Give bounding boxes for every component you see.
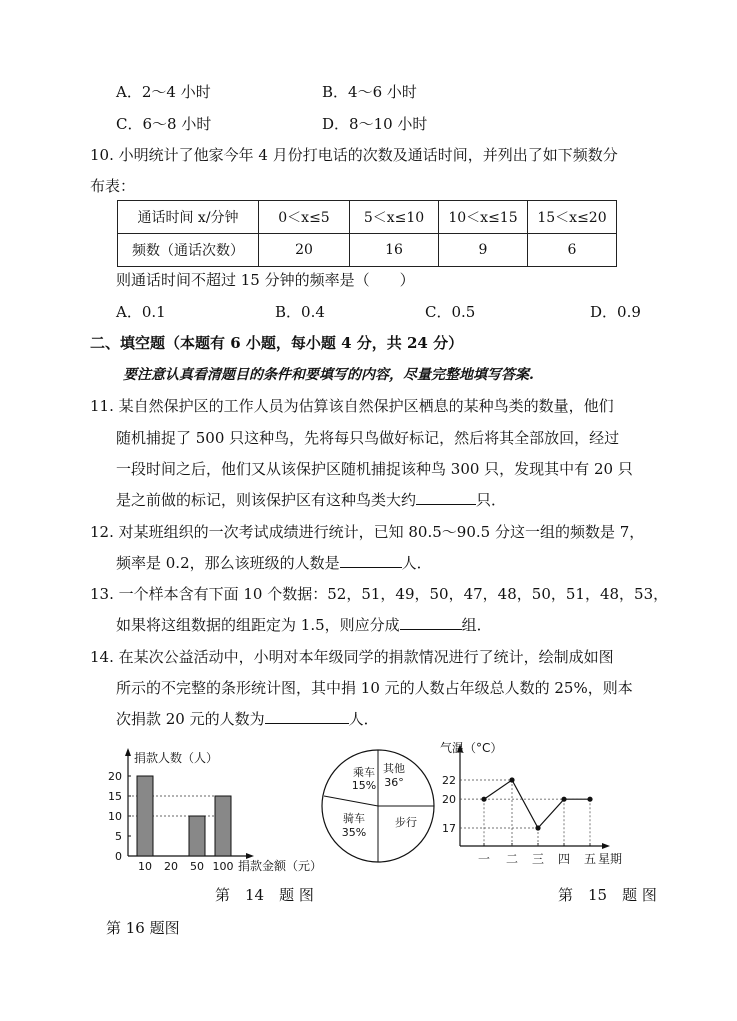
table-header-label: 通话时间 x/分钟 xyxy=(118,201,259,234)
q12-line1: 12. 对某班组织的一次考试成绩进行统计，已知 80.5～90.5 分这一组的频数是 7， xyxy=(90,523,645,541)
y-axis-label: 气温（°C） xyxy=(440,741,503,755)
q10-stem-line2: 布表： xyxy=(90,177,136,195)
section-note: 要注意认真看清题目的条件和要填写的内容，尽量完整地填写答案. xyxy=(123,367,534,383)
answer-blank[interactable] xyxy=(416,490,476,505)
table-interval: 5＜x≤10 xyxy=(350,201,439,234)
x-tick-label: 二 xyxy=(505,852,519,866)
bar xyxy=(215,796,231,856)
q10-stem-line1: 10. 小明统计了他家今年 4 月份打电话的次数及通话时间，并列出了如下频数分 xyxy=(90,146,618,164)
pie-percent: 35% xyxy=(341,826,367,839)
q13-line2-after: 组． xyxy=(461,616,492,634)
pie-label: 其他 xyxy=(383,762,405,775)
q11-line3: 一段时间之后，他们又从该保护区随机捕捉该种鸟 300 只，发现其中有 20 只 xyxy=(116,460,633,478)
fig14-caption: 第 14 题 图 xyxy=(215,886,314,904)
q14-line3-before: 次捐款 20 元的人数为 xyxy=(116,710,265,728)
x-tick-label: 五 xyxy=(583,852,597,866)
q11-line4 xyxy=(116,490,506,510)
q10-question: 则通话时间不超过 15 分钟的频率是（ ） xyxy=(116,271,415,289)
q13-line2 xyxy=(116,615,492,635)
q11-line4-after: 只． xyxy=(476,491,507,509)
x-axis-arrow xyxy=(602,843,610,849)
pie-chart xyxy=(320,740,440,872)
y-tick-label: 0 xyxy=(115,850,122,863)
y-tick-label: 17 xyxy=(442,822,456,835)
y-tick-label: 22 xyxy=(442,774,456,787)
bar-chart xyxy=(100,740,340,876)
q12-line2 xyxy=(116,553,432,573)
q11-line4-before: 是之前做的标记，则该保护区有这种鸟类大约 xyxy=(116,491,417,509)
pie-percent: 15% xyxy=(351,779,377,792)
table-count: 16 xyxy=(350,234,439,267)
q9-option-b: B．4～6 小时 xyxy=(322,83,417,101)
table-count: 9 xyxy=(439,234,528,267)
y-axis-arrow xyxy=(125,748,131,756)
table-row xyxy=(118,234,617,267)
q10-option-c: C．0.5 xyxy=(425,303,476,321)
answer-blank[interactable] xyxy=(265,709,349,724)
q9-option-a: A．2～4 小时 xyxy=(116,83,211,101)
y-tick-label: 20 xyxy=(108,770,122,783)
x-axis-label: 捐款金额（元） xyxy=(238,859,323,873)
q12-line2-before: 频率是 0.2，那么该班级的人数是 xyxy=(116,554,340,572)
data-point xyxy=(587,797,592,802)
answer-blank[interactable] xyxy=(340,553,402,568)
x-tick-label: 20 xyxy=(164,860,178,873)
q11-line2: 随机捕捉了 500 只这种鸟，先将每只鸟做好标记，然后将其全部放回，经过 xyxy=(116,429,620,447)
pie-percent: 36° xyxy=(384,776,404,789)
q13-line1: 13. 一个样本含有下面 10 个数据：52，51，49，50，47，48，50，51，48，53， xyxy=(90,585,669,603)
table-interval: 10＜x≤15 xyxy=(439,201,528,234)
x-tick-label: 50 xyxy=(190,860,204,873)
bar xyxy=(137,776,153,856)
table-count: 6 xyxy=(528,234,617,267)
pie-label: 乘车 xyxy=(353,766,375,779)
table-row-label: 频数（通话次数） xyxy=(118,234,259,267)
section-title: 二、填空题（本题有 6 小题，每小题 4 分，共 24 分） xyxy=(90,334,464,352)
q14-line3 xyxy=(116,709,379,729)
table-row xyxy=(118,201,617,234)
q14-line2: 所示的不完整的条形统计图，其中捐 10 元的人数占年级总人数的 25%，则本 xyxy=(116,679,633,697)
q9-option-d: D．8～10 小时 xyxy=(322,115,428,133)
data-point xyxy=(509,777,514,782)
q9-option-c: C．6～8 小时 xyxy=(116,115,212,133)
x-tick-label: 10 xyxy=(138,860,152,873)
table-interval: 0＜x≤5 xyxy=(259,201,350,234)
q14-line3-after: 人． xyxy=(348,710,379,728)
data-point xyxy=(481,797,486,802)
series-line xyxy=(484,780,590,828)
q12-line2-after: 人． xyxy=(401,554,432,572)
q13-line2-before: 如果将这组数据的组距定为 1.5，则应分成 xyxy=(116,616,400,634)
pie-label: 步行 xyxy=(395,816,417,829)
q10-option-b: B．0.4 xyxy=(275,303,325,321)
answer-blank[interactable] xyxy=(400,615,462,630)
frequency-table xyxy=(117,200,617,267)
x-tick-label: 一 xyxy=(477,852,491,866)
data-point xyxy=(535,825,540,830)
y-tick-label: 5 xyxy=(115,830,122,843)
q10-option-d: D．0.9 xyxy=(590,303,641,321)
table-interval: 15＜x≤20 xyxy=(528,201,617,234)
x-axis-label: 星期 xyxy=(598,852,623,866)
y-tick-label: 10 xyxy=(108,810,122,823)
line-chart xyxy=(438,738,638,876)
q14-line1: 14. 在某次公益活动中，小明对本年级同学的捐款情况进行了统计，绘制成如图 xyxy=(90,648,614,666)
table-count: 20 xyxy=(259,234,350,267)
bar xyxy=(189,816,205,856)
x-tick-label: 三 xyxy=(531,852,545,866)
fig15-caption: 第 15 题 图 xyxy=(558,886,657,904)
x-tick-label: 四 xyxy=(557,852,571,866)
q10-option-a: A．0.1 xyxy=(116,303,166,321)
y-tick-label: 20 xyxy=(442,793,456,807)
fig16-caption: 第 16 题图 xyxy=(106,919,180,937)
pie-label: 骑车 xyxy=(343,812,365,825)
y-axis-label: 捐款人数（人） xyxy=(134,751,219,765)
q11-line1: 11. 某自然保护区的工作人员为估算该自然保护区栖息的某种鸟类的数量，他们 xyxy=(90,397,614,415)
data-point xyxy=(561,797,566,802)
y-tick-label: 15 xyxy=(108,790,122,803)
x-tick-label: 100 xyxy=(212,860,234,873)
